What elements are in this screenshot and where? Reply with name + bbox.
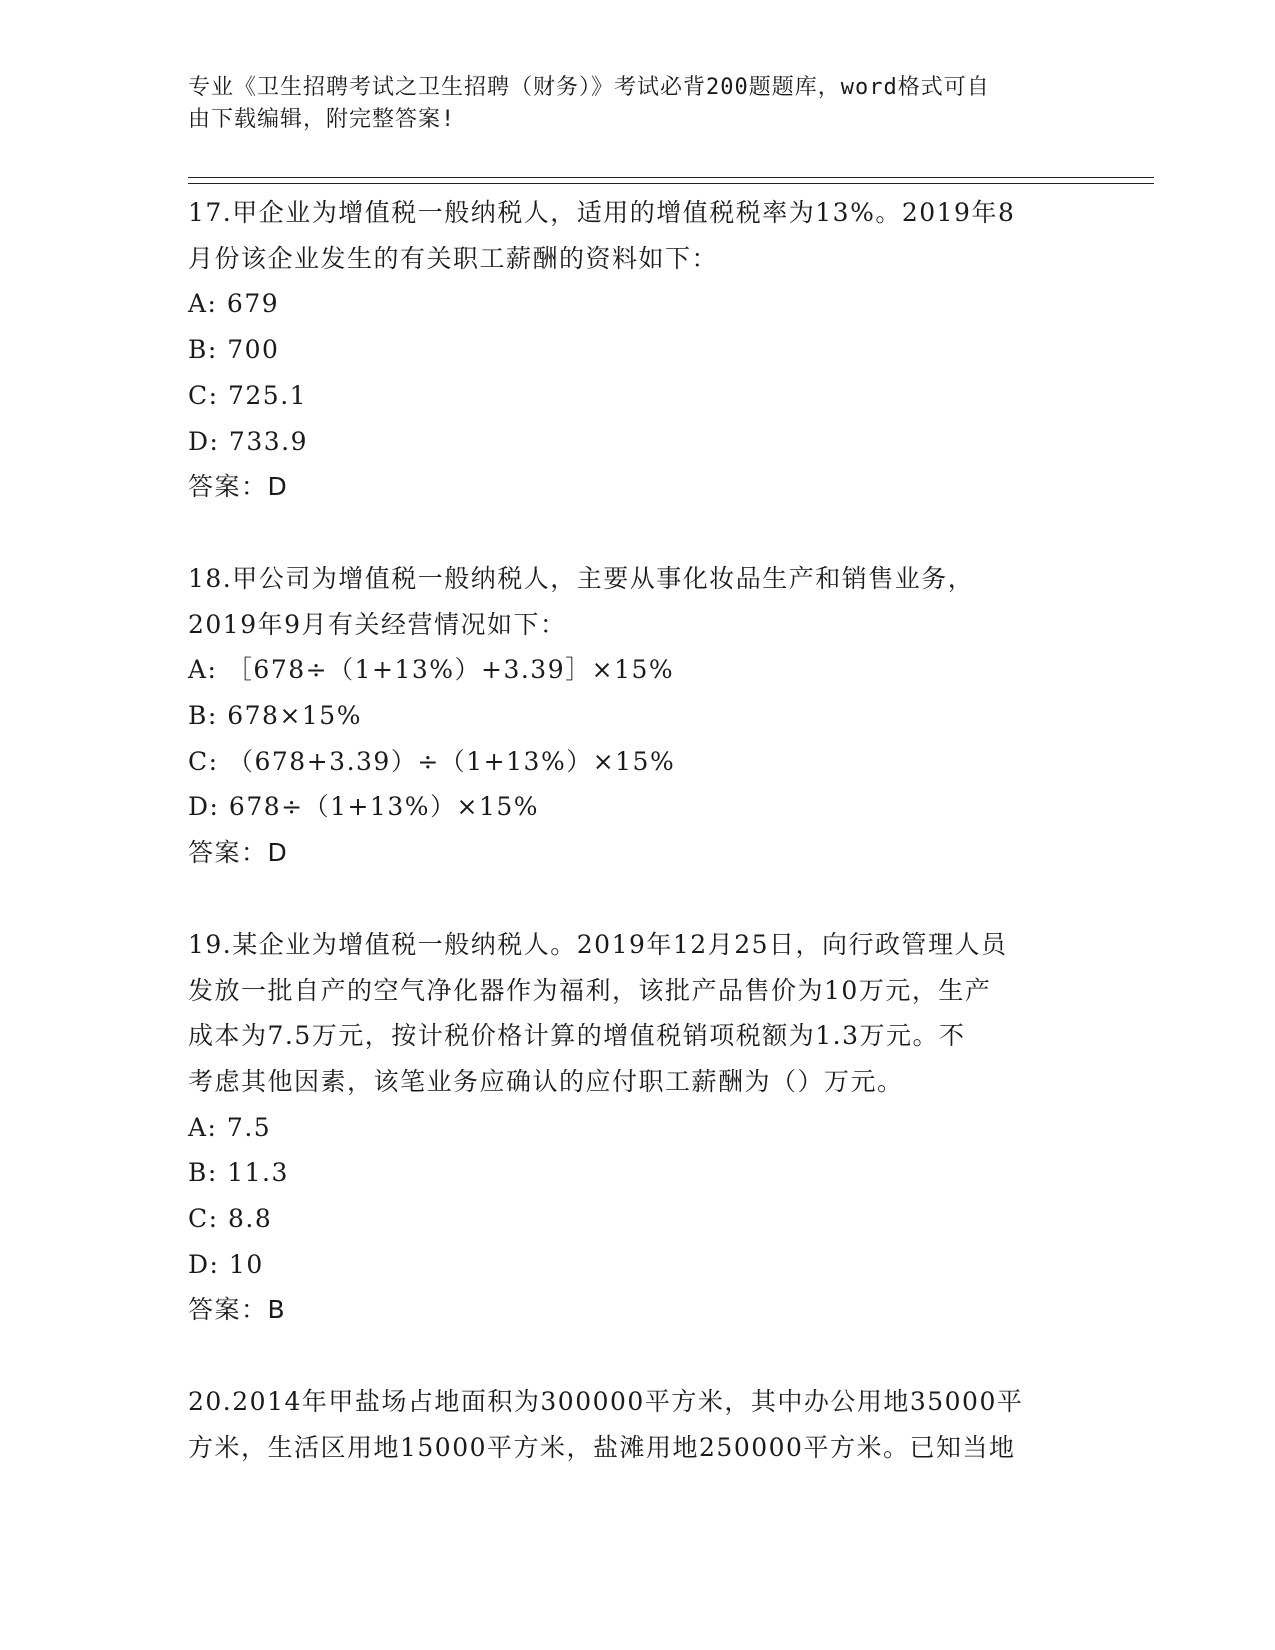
- option-d: D: 678÷（1+13%）×15%: [188, 792, 540, 822]
- option-a: A: ［678÷（1+13%）+3.39］×15%: [188, 655, 675, 685]
- header-line-1: 专业《卫生招聘考试之卫生招聘（财务）》考试必背200题题库，word格式可自: [188, 75, 990, 100]
- option-b: B: 11.3: [188, 1158, 289, 1188]
- option-d: D: 10: [188, 1249, 264, 1279]
- question-text-line: 发放一批自产的空气净化器作为福利，该批产品售价为10万元，生产: [188, 975, 992, 1005]
- header-divider-top: [188, 177, 1154, 178]
- question-list: [188, 190, 1088, 1471]
- question-17: [188, 190, 1088, 510]
- option-c: C: （678+3.39）÷（1+13%）×15%: [188, 746, 676, 776]
- question-text-line: 方米，生活区用地15000平方米，盐滩用地250000平方米。已知当地: [188, 1432, 1016, 1462]
- spacer: [188, 876, 1088, 922]
- option-d: D: 733.9: [188, 426, 308, 456]
- answer-line: 答案：D: [188, 472, 289, 502]
- question-18: [188, 556, 1088, 876]
- question-text-line: 19.某企业为增值税一般纳税人。2019年12月25日，向行政管理人员: [188, 929, 1008, 959]
- question-text-line: 17.甲企业为增值税一般纳税人，适用的增值税税率为13%。2019年8: [188, 198, 1016, 227]
- question-text-line: 2019年9月有关经营情况如下：: [188, 609, 567, 639]
- answer-line: 答案：B: [188, 1295, 287, 1325]
- spacer: [188, 510, 1088, 556]
- option-a: A: 7.5: [188, 1112, 272, 1142]
- question-text-line: 18.甲公司为增值税一般纳税人，主要从事化妆品生产和销售业务，: [188, 563, 975, 593]
- question-text-line: 月份该企业发生的有关职工薪酬的资料如下：: [188, 243, 719, 273]
- option-b: B: 678×15%: [188, 701, 362, 731]
- question-text-line: 考虑其他因素，该笔业务应确认的应付职工薪酬为（）万元。: [188, 1066, 904, 1096]
- option-c: C: 8.8: [188, 1204, 273, 1234]
- option-b: B: 700: [188, 335, 280, 365]
- option-c: C: 725.1: [188, 380, 308, 410]
- header-line-2: 由下载编辑，附完整答案!: [188, 107, 456, 132]
- question-text-line: 成本为7.5万元，按计税价格计算的增值税销项税额为1.3万元。不: [188, 1021, 966, 1051]
- question-text-line: 20.2014年甲盐场占地面积为300000平方米，其中办公用地35000平: [188, 1387, 1024, 1417]
- spacer: [188, 1333, 1088, 1379]
- answer-line: 答案：D: [188, 838, 289, 868]
- header-divider-bottom: [188, 183, 1154, 184]
- document-header: [188, 72, 1068, 136]
- question-20: [188, 1379, 1088, 1470]
- question-19: [188, 922, 1088, 1333]
- option-a: A: 679: [188, 289, 280, 319]
